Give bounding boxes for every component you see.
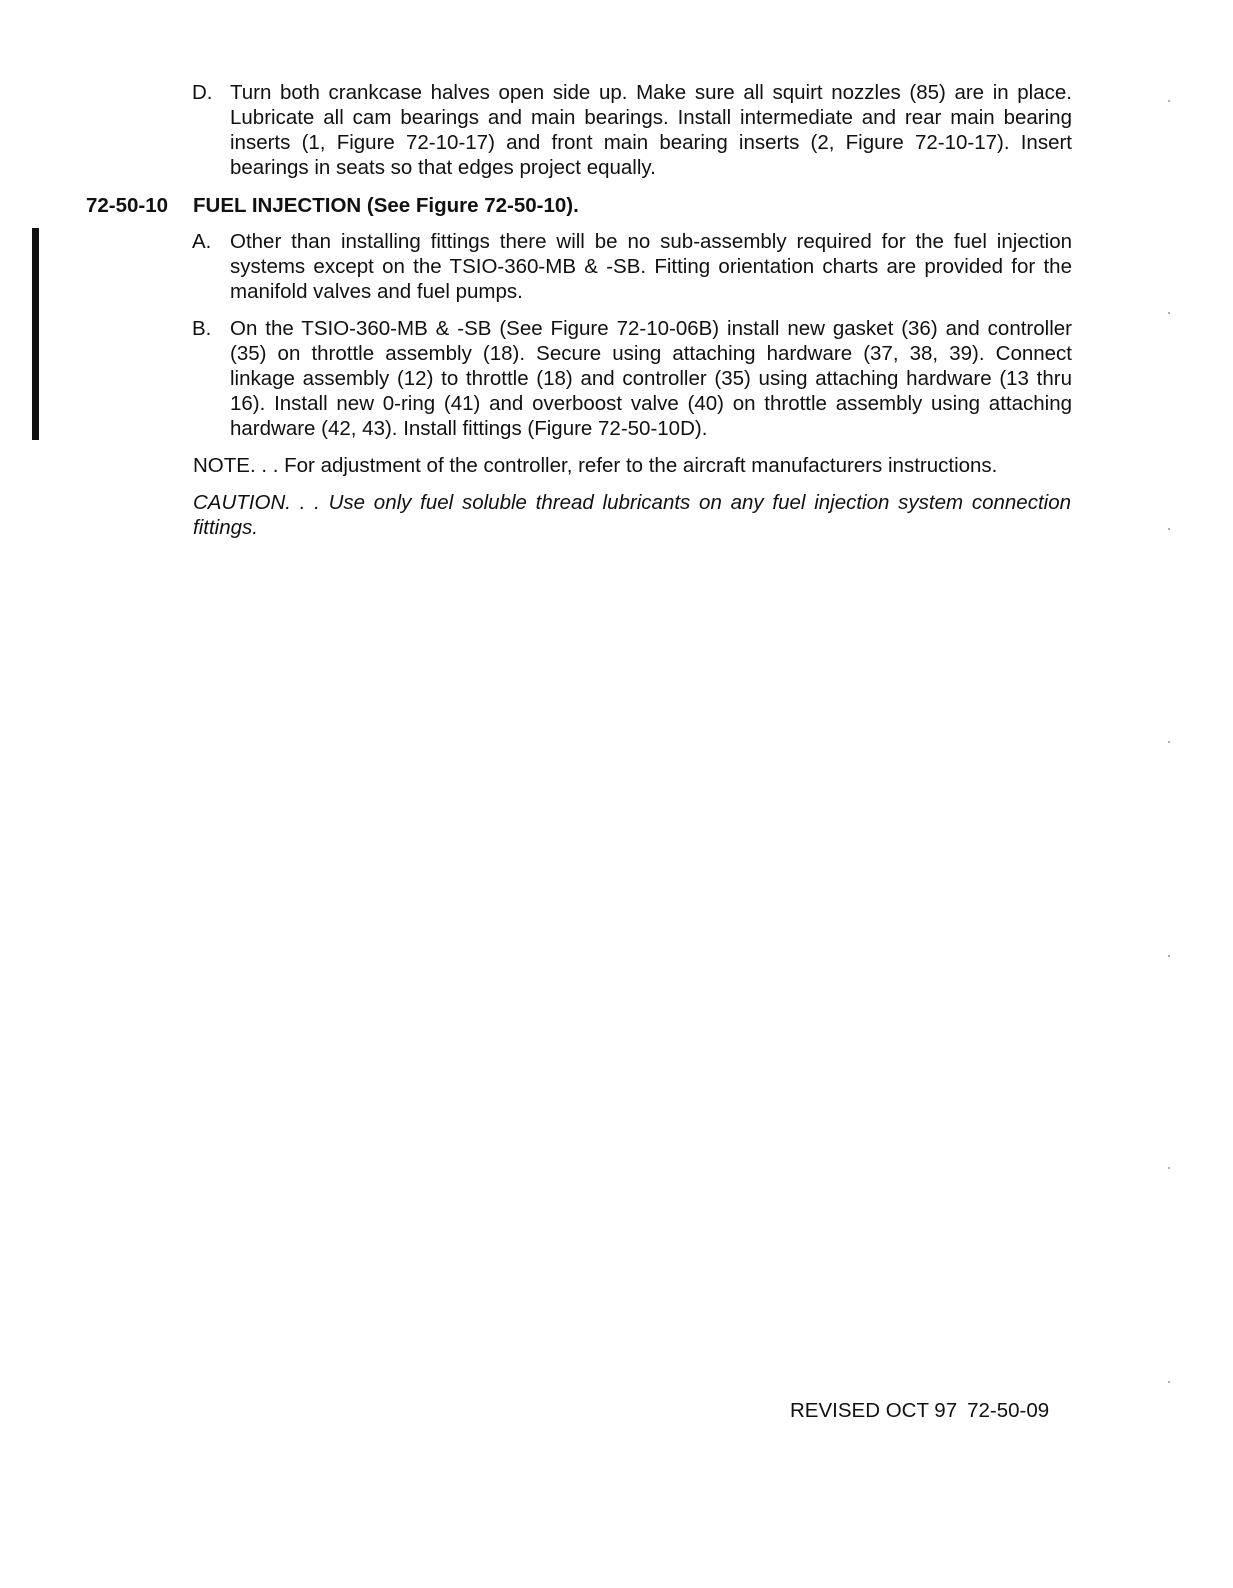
scan-speck [1168,312,1170,314]
page-footer [790,1398,1049,1423]
step-text: On the TSIO-360-MB & -SB (See Figure 72-10-06B) install new gasket (36) and controller (35) on throttle assembly (18). Secure using attaching hardware (37, 38, 39). Connect linkage assembly (12) to throttle (18) and controller (35) using attaching hardware (13 thru 16). Install new 0-ring (41) and overboost valve (40) on throttle assembly using attaching hardware (42, 43). Install fittings (Figure 72-50-10D). [230,317,1072,440]
step-letter: B. [192,317,212,340]
step-text: Other than installing fittings there will be no sub-assembly required for the fuel injection systems except on the TSIO-360-MB & -SB. Fitting orientation charts are provided for the manifold valves and fuel pumps. [230,230,1072,303]
scan-speck [1168,741,1170,743]
procedure-step-d [192,80,1072,180]
scan-speck [1168,1381,1170,1383]
step-letter: D. [192,81,213,104]
step-text: Turn both crankcase halves open side up. Make sure all squirt nozzles (85) are in place. Lubricate all cam bearings and main bearings. Install intermediate and rear main bearing inserts (1, Figure 72-10-17) and front main bearing inserts (2, Figure 72-10-17). Insert bearings in seats so that edges project equally. [230,81,1072,179]
section-number: 72-50-10 [86,194,169,217]
page-number: 72-50-09 [967,1399,1050,1422]
scan-speck [1168,100,1170,102]
scan-speck [1168,1167,1170,1169]
step-letter: A. [192,230,212,253]
caution-text: CAUTION. . . Use only fuel soluble thread lubricants on any fuel injection system connection fittings. [193,491,1071,539]
section-title: FUEL INJECTION (See Figure 72-50-10). [193,194,579,217]
note-text: NOTE. . . For adjustment of the controller, refer to the aircraft manufacturers instructions. [193,454,998,477]
procedure-step-b [192,316,1072,441]
revision-change-bar [32,228,39,440]
revision-date: REVISED OCT 97 [790,1399,958,1422]
procedure-step-a [192,229,1072,304]
scan-speck [1168,955,1170,957]
scan-speck [1168,528,1170,530]
